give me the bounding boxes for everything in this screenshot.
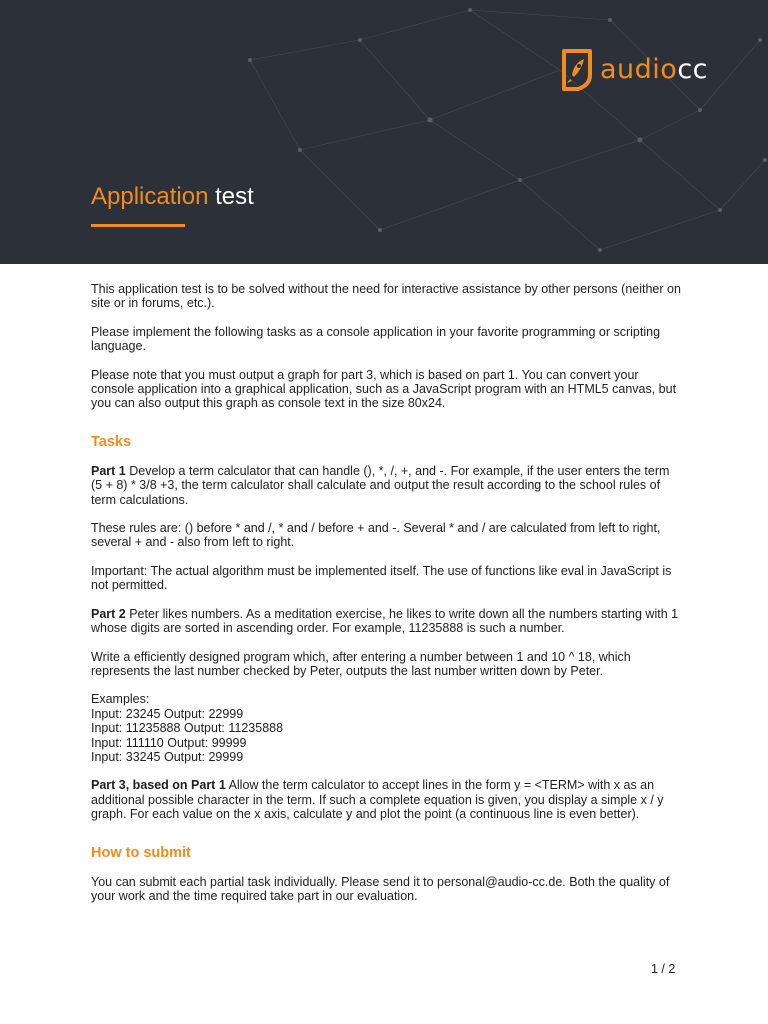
- rocket-logo-icon: [556, 45, 596, 93]
- title-underline: [91, 224, 185, 227]
- document-body: [91, 282, 683, 917]
- part3-text: Allow the term calculator to accept lines in the form y = <TERM> with x as an additional possible character in the term. If such a complete equation is given, you display a simple x / y graph. For each value on the x axis, calculate y and plot the point (a continuous line is even better).: [91, 778, 664, 822]
- examples-label: Examples:: [91, 692, 150, 707]
- submit-paragraph: You can submit each partial task individually. Please send it to personal@audio-cc.de. Both the quality of your work and the time required take part in our evaluation.: [91, 874, 670, 903]
- example-line: Input: 11235888 Output: 11235888: [91, 721, 284, 736]
- part1-text: Develop a term calculator that can handle (), *, /, +, and -. For example, if the user enters the term (5 + 8) * 3/8 +3, the term calculator shall calculate and output the result according to the school rules of term calculations.: [91, 463, 670, 507]
- audiocc-logo: [556, 44, 708, 94]
- important-paragraph: Important: The actual algorithm must be implemented itself. The use of functions like eval in JavaScript is not permitted.: [91, 563, 672, 593]
- examples-block: [91, 692, 683, 764]
- part2-label: Part 2: [91, 606, 126, 621]
- example-line: Input: 33245 Output: 29999: [91, 749, 244, 764]
- page-title-rest: test: [208, 183, 254, 210]
- example-line: Input: 111110 Output: 99999: [91, 735, 247, 750]
- tasks-heading: Tasks: [91, 433, 132, 450]
- intro-paragraph-1: This application test is to be solved without the need for interactive assistance by other persons (neither on site or in forums, etc.).: [91, 282, 681, 311]
- logo-wordmark: audiocc: [600, 53, 709, 85]
- header-banner: [0, 0, 768, 264]
- part2-text: Peter likes numbers. As a meditation exercise, he likes to write down all the numbers starting with 1 whose digits are sorted in ascending order. For example, 11235888 is such a number.: [91, 606, 679, 636]
- intro-paragraph-3: Please note that you must output a graph for part 3, which is based on part 1. You can convert your console application into a graphical application, such as a JavaScript program with an HTML5 canvas, but you can also output this graph as console text in the size 80x24.: [91, 367, 677, 411]
- part2-paragraph: [91, 607, 683, 636]
- how-to-submit-heading: How to submit: [91, 844, 191, 861]
- page-title: [91, 182, 254, 212]
- part1-label: Part 1: [91, 463, 126, 478]
- rules-paragraph: These rules are: () before * and /, * and / before + and -. Several * and / are calculated from left to right, several + and - also from left to right.: [91, 521, 661, 550]
- part3-label: Part 3, based on Part 1: [91, 778, 226, 793]
- example-line: Input: 23245 Output: 22999: [91, 706, 244, 721]
- part2-program-paragraph: Write a efficiently designed program which, after entering a number between 1 and 10 ^ 18, which represents the last number checked by Peter, outputs the last number written down by Peter.: [91, 649, 631, 678]
- part3-paragraph: [91, 778, 683, 821]
- intro-paragraph-2: Please implement the following tasks as a console application in your favorite programming or scripting language.: [91, 324, 661, 354]
- page-number: 1 / 2: [651, 962, 676, 976]
- part1-paragraph: [91, 464, 683, 507]
- page-title-accent: Application: [91, 183, 209, 210]
